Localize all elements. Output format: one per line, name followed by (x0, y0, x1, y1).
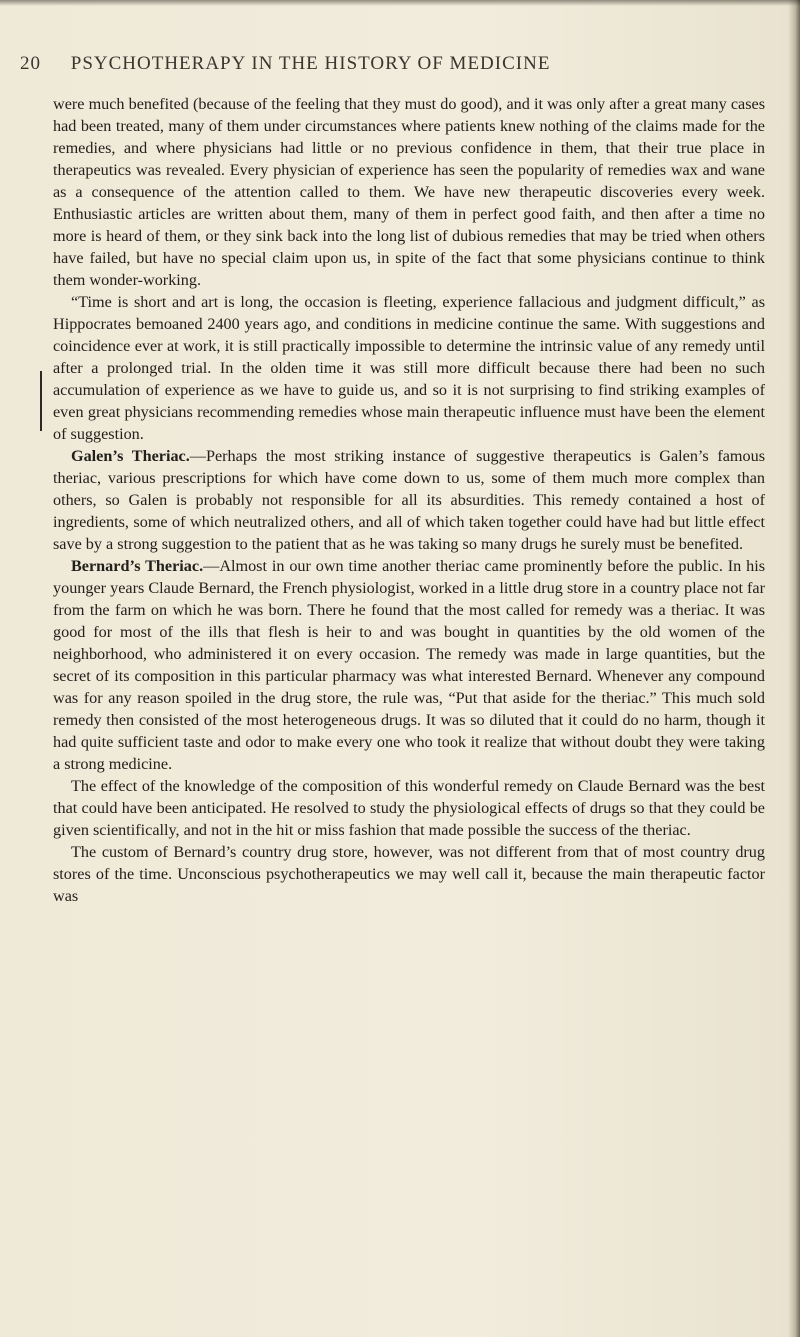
paragraph-bernards-theriac (53, 555, 765, 775)
page-right-shadow (788, 0, 800, 1337)
paragraph-continuation (53, 93, 765, 291)
page-number: 20 (20, 53, 41, 74)
paragraph-text: The effect of the knowledge of the composition of this wonderful remedy on Claude Bernard was the best that could have been anticipated. He resolved to study the physiological effects of drugs so that they could be given scientifically, and not in the hit or miss fashion that made possible the success of the theriac. (53, 777, 765, 839)
paragraph-hippocrates (53, 291, 765, 445)
running-header (20, 53, 760, 75)
section-heading: Galen’s Theriac. (71, 447, 190, 465)
paragraph-text: —Almost in our own time another theriac came prominently before the public. In his younger years Claude Bernard, the French physiologist, worked in a little drug store in a country place not far from the farm on which he was born. There he found that the most called for remedy was a theriac. It was good for most of the ills that flesh is heir to and was bought in quantities by the old women of the neighborhood, who administered it on every occasion. The remedy was made in large quantities, but the secret of its composition in this particular pharmacy was what interested Bernard. Whenever any compound was for any reason spoiled in the drug store, the rule was, “Put that aside for the theriac.” This much sold remedy then consisted of the most heterogeneous drugs. It was so diluted that it could do no harm, though it had quite sufficient taste and odor to make every one who took it realize that without doubt they were taking a strong medicine. (53, 557, 765, 773)
paragraph-text: were much benefited (because of the feeling that they must do good), and it was only after a great many cases had been treated, many of them under circumstances where patients knew nothing of the claims made for the remedies, and where physicians had little or no previous confidence in them, that their true place in therapeutics was revealed. Every physician of experience has seen the popularity of remedies wax and wane as a consequence of the attention called to them. We have new therapeutic discoveries every week. Enthusiastic articles are written about them, many of them in perfect good faith, and then after a time no more is heard of them, or they sink back into the long list of dubious remedies that may be tried when others have failed, but have no special claim upon us, in spite of the fact that some physicians continue to think them wonder-working. (53, 95, 765, 289)
body-text (53, 93, 765, 907)
paragraph-effect (53, 775, 765, 841)
paragraph-text: —Perhaps the most striking instance of suggestive therapeutics is Galen’s famous theriac, various prescriptions for which have come down to us, some of them much more complex than others, so Galen is probably not responsible for all its absurdities. This remedy contained a host of ingredients, some of which neutralized others, and all of which taken together could have had but little effect save by a strong suggestion to the patient that as he was taking so many drugs he surely must be benefited. (53, 447, 765, 553)
page-top-shadow (0, 0, 800, 6)
paragraph-custom (53, 841, 765, 907)
paragraph-galens-theriac (53, 445, 765, 555)
running-title: PSYCHOTHERAPY IN THE HISTORY OF MEDICINE (70, 53, 551, 74)
margin-pencil-mark (40, 371, 42, 431)
paragraph-text: The custom of Bernard’s country drug store, however, was not different from that of most country drug stores of the time. Unconscious psychotherapeutics we may well call it, because the main therapeutic factor was (53, 843, 765, 905)
section-heading: Bernard’s Theriac. (71, 557, 204, 575)
paragraph-text: “Time is short and art is long, the occasion is fleeting, experience fallacious and judgment difficult,” as Hippocrates bemoaned 2400 years ago, and conditions in medicine continue the same. With suggestions and coincidence ever at work, it is still practically impossible to determine the intrinsic value of any remedy until after a prolonged trial. In the olden time it was still more difficult because there had been no such accumulation of experience as we have to guide us, and so it is not surprising to find striking examples of even great physicians recommending remedies whose main therapeutic influence must have been the element of suggestion. (53, 293, 765, 443)
